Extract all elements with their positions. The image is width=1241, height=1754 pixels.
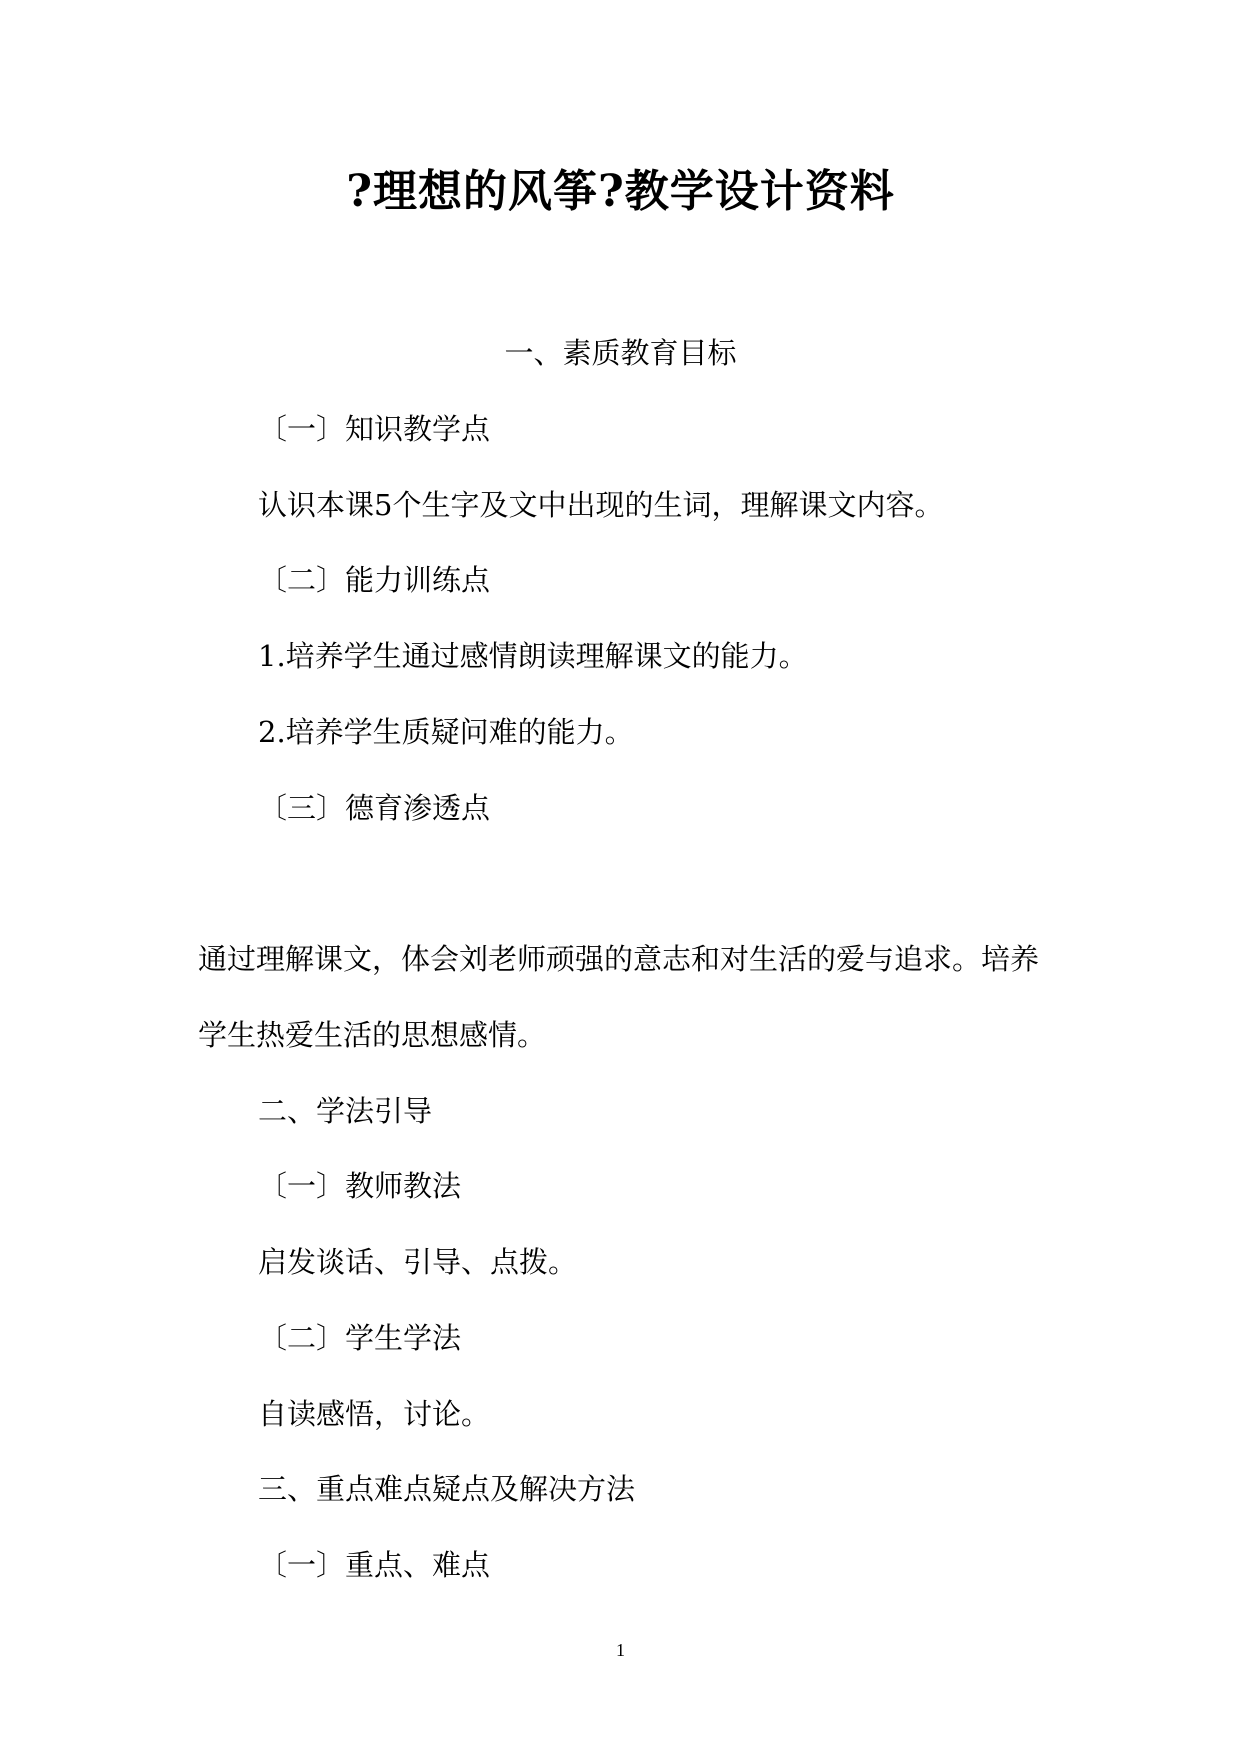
paragraph: 启发谈话、引导、点拨。 (258, 1245, 578, 1279)
page-number: 1 (616, 1640, 625, 1660)
paragraph: 学生热爱生活的思想感情。 (198, 1018, 547, 1052)
paragraph: 通过理解课文，体会刘老师顽强的意志和对生活的爱与追求。培养 (198, 942, 1040, 976)
paragraph: 1.培养学生通过感情朗读理解课文的能力。 (258, 639, 808, 673)
section-heading: 一、素质教育目标 (504, 336, 737, 370)
subsection-heading: 〔二〕能力训练点 (258, 563, 491, 597)
paragraph: 自读感悟，讨论。 (258, 1397, 491, 1431)
section-heading: 三、重点难点疑点及解决方法 (258, 1472, 636, 1506)
document-title: ?理想的风筝?教学设计资料 (346, 166, 895, 217)
paragraph: 2.培养学生质疑问难的能力。 (258, 715, 634, 749)
paragraph: 认识本课5个生字及文中出现的生词，理解课文内容。 (258, 488, 944, 522)
section-heading: 二、学法引导 (258, 1094, 433, 1128)
subsection-heading: 〔一〕教师教法 (258, 1169, 462, 1203)
subsection-heading: 〔一〕知识教学点 (258, 412, 491, 446)
subsection-heading: 〔三〕德育渗透点 (258, 791, 491, 825)
subsection-heading: 〔二〕学生学法 (258, 1321, 462, 1355)
subsection-heading: 〔一〕重点、难点 (258, 1548, 491, 1582)
